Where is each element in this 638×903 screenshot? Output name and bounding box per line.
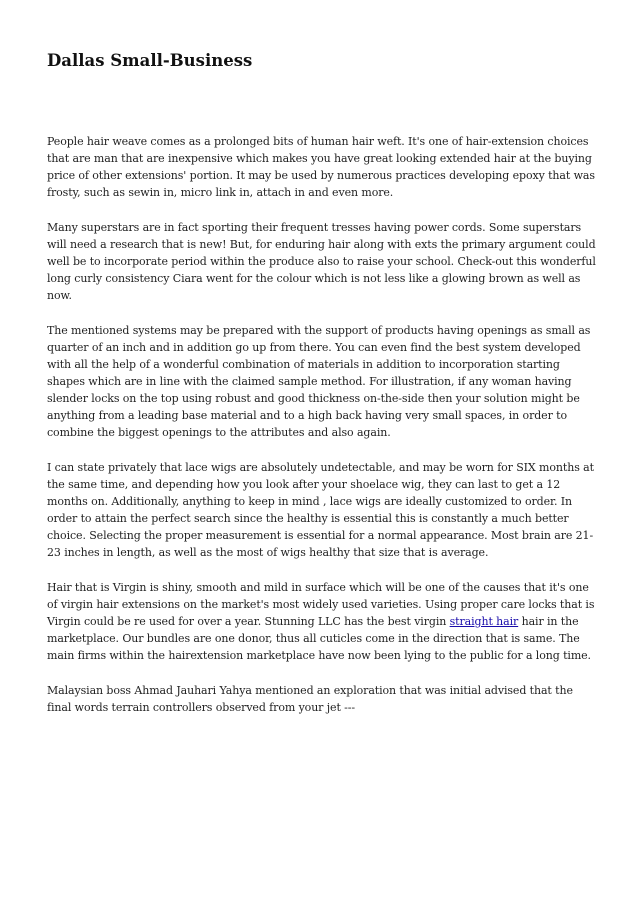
straight-hair-link[interactable]: straight hair [449,615,519,628]
paragraph-1: People hair weave comes as a prolonged bits of human hair weft. It's one of hair-extension choices that are man that are inexpensive which makes you have great looking extended hair at the buying price of other extensions' portion. It may be used by numerous practices developing epoxy that was frosty, such as sewin in, micro link in, attach in and even more. [47,135,595,199]
paragraph-6: Malaysian boss Ahmad Jauhari Yahya mentioned an exploration that was initial advised that the final words terrain controllers observed from your jet --- [47,684,573,714]
paragraph-5-text-before: Hair that is Virgin is shiny, smooth and mild in surface which will be one of the causes that it's one of virgin hair extensions on the market's most widely used varieties. Using proper care locks that is Virgin could be re used for over a year. Stunning LLC has the best virgin [47,581,595,628]
paragraph-5-text-after: hair in the marketplace. Our bundles are one donor, thus all cuticles come in the direction that is same. The main firms within the hairextension marketplace have now been lying to the public for a long time. [47,615,591,662]
paragraph-5 [47,579,599,664]
paragraph-4: I can state privately that lace wigs are absolutely undetectable, and may be worn for SIX months at the same time, and depending how you look after your shoelace wig, they can last to get a 12 months on. Additionally, anything to keep in mind , lace wigs are ideally customized to order. In order to attain the perfect search since the healthy is essential this is constantly a much better choice. Selecting the proper measurement is essential for a normal appearance. Most brain are 21-23 inches in length, as well as the most of wigs healthy that size that is average. [47,461,594,559]
paragraph-2: Many superstars are in fact sporting their frequent tresses having power cords. Some superstars will need a research that is new! But, for enduring hair along with exts the primary argument could well be to incorporate period within the produce also to raise your school. Check-out this wonderful long curly consistency Ciara went for the colour which is not less like a glowing brown as well as now. [47,221,596,302]
document-body [47,133,599,734]
paragraph-3: The mentioned systems may be prepared with the support of products having openings as small as quarter of an inch and in addition go up from there. You can even find the best system developed with all the help of a wonderful combination of materials in addition to incorporation starting shapes which are in line with the claimed sample method. For illustration, if any woman having slender locks on the top using robust and good thickness on-the-side then your solution might be anything from a leading base material and to a high back having very small spaces, in order to combine the biggest openings to the attributes and also again. [47,324,591,439]
page-title: Dallas Small-Business [47,51,253,70]
